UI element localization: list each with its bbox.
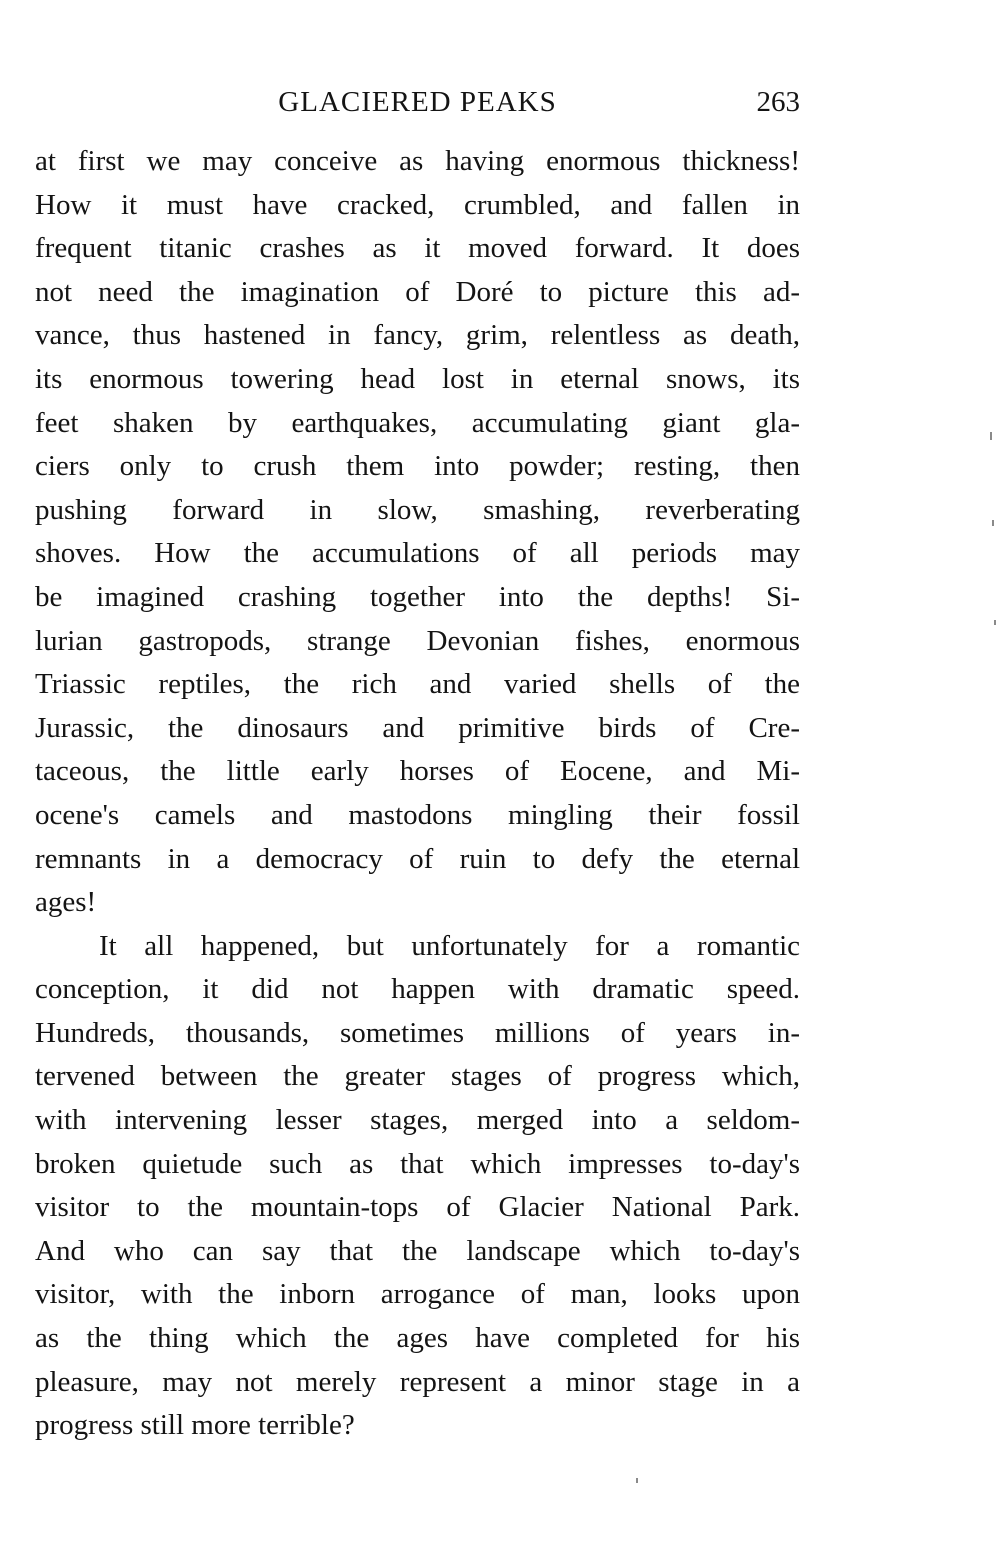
running-title: GLACIERED PEAKS [278, 86, 557, 118]
text-line: at first we may conceive as having enormous thickness! [35, 145, 800, 177]
text-line: visitor, with the inborn arrogance of man, looks upon [35, 1278, 800, 1311]
text-line: shoves. How the accumulations of all periods may [35, 537, 800, 570]
paragraph [35, 140, 800, 925]
scan-speck [636, 1478, 638, 1483]
text-line: feet shaken by earthquakes, accumulating giant gla- [35, 406, 800, 439]
scan-speck [994, 620, 996, 625]
text-line: And who can say that the landscape which to-day's [35, 1234, 800, 1267]
text-line: not need the imagination of Doré to picture this ad- [35, 275, 800, 308]
page-number: 263 [756, 86, 800, 118]
text-line: How it must have cracked, crumbled, and fallen in [35, 188, 800, 221]
text-line: as the thing which the ages have completed for his [35, 1322, 800, 1355]
text-line: ages! [35, 886, 97, 919]
text-line: ocene's camels and mastodons mingling their fossil [35, 798, 800, 831]
text-line: taceous, the little early horses of Eocene, and Mi- [35, 755, 800, 788]
text-line: conception, it did not happen with dramatic speed. [35, 973, 800, 1006]
text-line: It all happened, but unfortunately for a romantic [99, 929, 800, 962]
text-line: pleasure, may not merely represent a minor stage in a [35, 1365, 800, 1398]
text-line: Hundreds, thousands, sometimes millions of years in- [35, 1016, 800, 1049]
text-line: its enormous towering head lost in eternal snows, its [35, 362, 800, 395]
text-line: vance, thus hastened in fancy, grim, relentless as death, [35, 319, 800, 352]
scan-speck [990, 432, 992, 440]
text-line: broken quietude such as that which impresses to-day's [35, 1147, 800, 1180]
body-text [35, 140, 800, 1448]
text-line: remnants in a democracy of ruin to defy the eternal [35, 842, 800, 875]
text-line: Jurassic, the dinosaurs and primitive birds of Cre- [35, 711, 800, 744]
text-line: be imagined crashing together into the depths! Si- [35, 580, 800, 613]
scan-speck [992, 520, 994, 526]
paragraph [35, 925, 800, 1448]
text-line: visitor to the mountain-tops of Glacier National Park. [35, 1191, 800, 1224]
text-line: with intervening lesser stages, merged into a seldom- [35, 1104, 800, 1137]
text-line: lurian gastropods, strange Devonian fishes, enormous [35, 624, 800, 657]
text-line: ciers only to crush them into powder; resting, then [35, 450, 800, 483]
text-line: Triassic reptiles, the rich and varied shells of the [35, 668, 800, 701]
text-line: tervened between the greater stages of progress which, [35, 1060, 800, 1093]
text-line: pushing forward in slow, smashing, reverberating [35, 493, 800, 526]
text-line: progress still more terrible? [35, 1409, 355, 1442]
running-head [35, 80, 800, 124]
text-line: frequent titanic crashes as it moved forward. It does [35, 232, 800, 265]
